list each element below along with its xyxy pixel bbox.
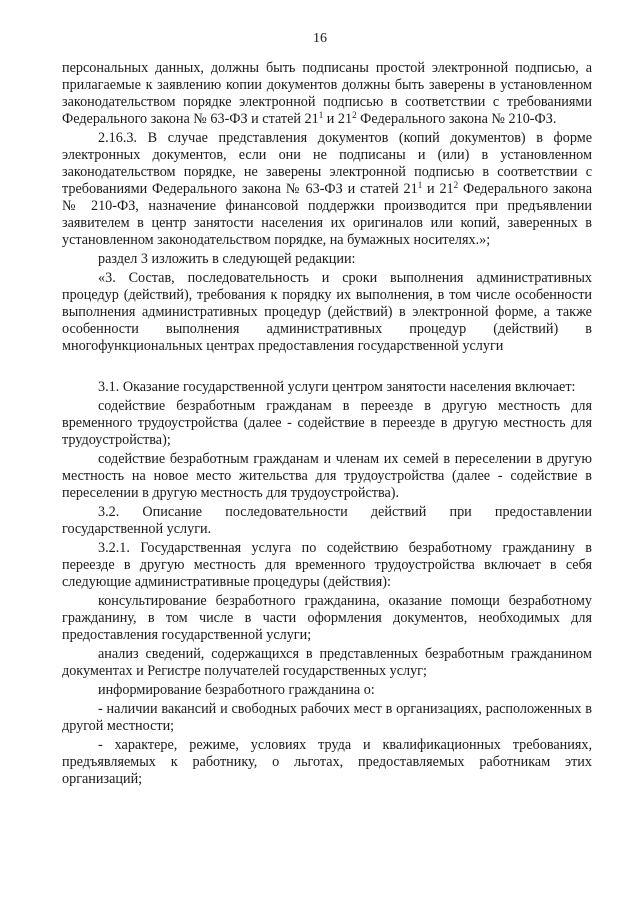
superscript: 1: [318, 110, 324, 120]
paragraph: [62, 251, 592, 268]
paragraph-text: информирование безработного гражданина о:: [98, 682, 375, 698]
document-body: [62, 60, 592, 790]
paragraph-text: 3.1. Оказание государственной услуги центром занятости населения включает:: [98, 379, 576, 395]
paragraph-text: и 21: [422, 181, 454, 197]
paragraph-text: «3. Состав, последовательность и сроки выполнения административных процедур (действий), требования к порядку их выполнения, в том числе особенности выполнения административных процедур (действий) в электронной форме, а также особенности выполнения административных процедур (действий) в многофункциональных центрах предоставления государственной услуги: [62, 270, 592, 354]
paragraph-text: - характере, режиме, условиях труда и квалификационных требованиях, предъявляемых к работнику, о льготах, предоставляемых работникам этих организаций;: [62, 737, 592, 787]
paragraph-text: 3.2. Описание последовательности действий при предоставлении государственной услуги.: [62, 504, 592, 537]
superscript: 1: [417, 180, 423, 190]
paragraph-text: анализ сведений, содержащихся в представленных безработным гражданином документах и Регистре получателей государственных услуг;: [62, 646, 592, 679]
paragraph-text: содействие безработным гражданам и членам их семей в переселении в другую местность на новое место жительства для трудоустройства (далее - содействие в переселении в другую местность для трудоустройства).: [62, 451, 592, 501]
paragraph: [62, 398, 592, 449]
paragraph: [62, 379, 592, 396]
paragraph-text: 3.2.1. Государственная услуга по содействию безработному гражданину в переезде в другую местность для временного трудоустройства включает в себя следующие административные процедуры (действия):: [62, 540, 592, 590]
paragraph-text: и 21: [323, 111, 353, 127]
paragraph-gap: [62, 357, 592, 379]
paragraph: [62, 504, 592, 538]
paragraph: [62, 270, 592, 355]
paragraph: [62, 646, 592, 680]
paragraph-text: содействие безработным гражданам в переезде в другую местность для временного трудоустройства (далее - содействие в переезде в другую местность для трудоустройства);: [62, 398, 592, 448]
paragraph: [62, 60, 592, 128]
paragraph-text: Федерального закона № 210-ФЗ.: [356, 111, 557, 127]
paragraph-text: Федерального закона № 210-ФЗ, назначение финансовой поддержки производится при предъявлении заявителем в центр занятости населения их оригиналов или копий, заверенных в установленном законодательством порядке, на бумажных носителях.»;: [62, 181, 593, 248]
paragraph-text: - наличии вакансий и свободных рабочих мест в организациях, расположенных в другой местности;: [62, 701, 592, 734]
paragraph: [62, 701, 592, 735]
paragraph-text: персональных данных, должны быть подписаны простой электронной подписью, а прилагаемые к заявлению копии документов должны быть заверены в установленном законодательством порядке электронной подписью в соответствии с требованиями Федерального закона № 63-ФЗ и статей 21: [62, 60, 592, 127]
paragraph: [62, 737, 592, 788]
paragraph: [62, 682, 592, 699]
page-number: 16: [313, 31, 327, 46]
paragraph: [62, 540, 592, 591]
superscript: 2: [453, 180, 459, 190]
paragraph-text: консультирование безработного гражданина, оказание помощи безработному гражданину, в том числе в части оформления документов, необходимых для предоставления государственной услуги;: [62, 593, 592, 643]
paragraph: [62, 130, 592, 249]
paragraph: [62, 451, 592, 502]
superscript: 2: [352, 110, 357, 120]
paragraph-text: раздел 3 изложить в следующей редакции:: [98, 251, 356, 267]
paragraph: [62, 593, 592, 644]
paragraph-text: 2.16.3. В случае представления документов (копий документов) в форме электронных документов, если они не подписаны и (или) в установленном законодательством порядке, не заверены электронной подписью в соответствии с требованиями Федерального закона № 63-ФЗ и статей 21: [62, 130, 592, 197]
